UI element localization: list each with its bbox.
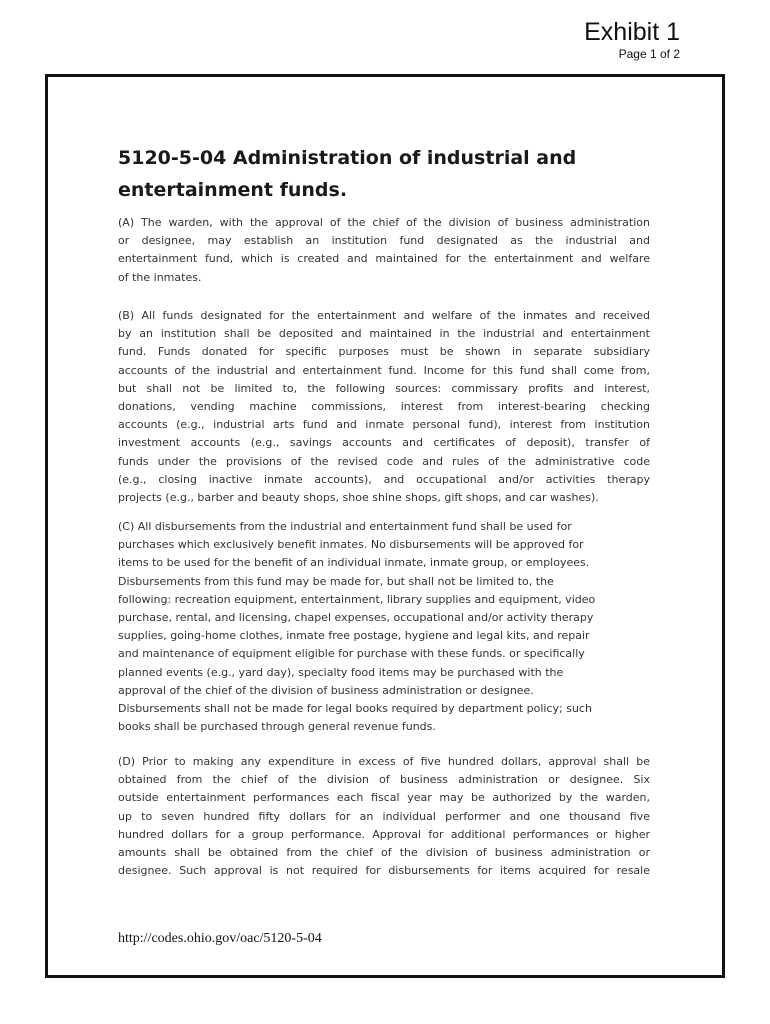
paragraph-line: Disbursements from this fund may be made for, but shall not be limited to, the xyxy=(118,574,554,588)
paragraph-line: (C) All disbursements from the industrial and entertainment fund shall be used for xyxy=(118,520,572,533)
paragraph-line: projects (e.g., barber and beauty shops, shoe shine shops, gift shops, and car washes). xyxy=(118,490,599,504)
paragraph-line: approval of the chief of the division of business administration or designee. xyxy=(118,683,534,697)
paragraph-line: books shall be purchased through general revenue funds. xyxy=(118,720,436,734)
paragraph-line: supplies, going-home clothes, inmate free postage, hygiene and legal kits, and repair xyxy=(118,629,590,643)
page-number: Page 1 of 2 xyxy=(618,47,680,61)
paragraph-line: donations, vending machine commissions, interest from interest-bearing checking xyxy=(118,399,650,413)
paragraph-line: purchases which exclusively benefit inmates. No disbursements will be approved for xyxy=(118,538,584,552)
paragraph-line: planned events (e.g., yard day), specialty food items may be purchased with the xyxy=(118,665,564,679)
paragraph-a xyxy=(118,214,650,287)
paragraph-line: purchase, rental, and licensing, chapel expenses, occupational and/or activity therapy xyxy=(118,610,594,624)
paragraph-line: of the inmates. xyxy=(118,270,202,284)
title-line: 5120-5-04 Administration of industrial and xyxy=(118,147,577,169)
paragraph-line: (A) The warden, with the approval of the chief of the division of business administration xyxy=(118,216,650,229)
paragraph-d xyxy=(118,753,650,880)
paragraph-line: amounts shall be obtained from the chief of the division of business administration or xyxy=(118,845,650,859)
paragraph-line: obtained from the chief of the division of business administration or designee. Six xyxy=(118,773,650,787)
paragraph-line: designee. Such approval is not required for disbursements for items acquired for resale xyxy=(118,864,650,878)
paragraph-line: following: recreation equipment, entertainment, library supplies and equipment, video xyxy=(118,592,596,606)
title-line: entertainment funds. xyxy=(118,179,348,201)
paragraph-line: items to be used for the benefit of an individual inmate, inmate group, or employees. xyxy=(118,556,590,570)
paragraph-line: Disbursements shall not be made for legal books required by department policy; such xyxy=(118,701,592,715)
paragraph-line: (e.g., closing inactive inmate accounts), and occupational and/or activities therapy xyxy=(118,472,650,486)
paragraph-line: by an institution shall be deposited and maintained in the industrial and entertainment xyxy=(118,327,650,341)
paragraph-line: entertainment fund, which is created and maintained for the entertainment and welfare xyxy=(118,252,650,266)
paragraph-line: or designee, may establish an institution fund designated as the industrial and xyxy=(118,234,650,248)
paragraph-line: but shall not be limited to, the following sources: commissary profits and interest, xyxy=(118,381,650,395)
paragraph-c xyxy=(118,518,650,736)
paragraph-line: hundred dollars for a group performance. Approval for additional performances or higher xyxy=(118,827,650,841)
paragraph-line: funds under the provisions of the revised code and rules of the administrative code xyxy=(118,454,650,468)
paragraph-line: and maintenance of equipment eligible for purchase with these funds. or specifically xyxy=(118,647,585,661)
paragraph-b xyxy=(118,307,650,507)
source-url[interactable]: http://codes.ohio.gov/oac/5120-5-04 xyxy=(118,931,322,946)
paragraph-line: accounts of the industrial and entertainment fund. Income for this fund shall come from, xyxy=(118,363,650,377)
paragraph-line: (D) Prior to making any expenditure in excess of five hundred dollars, approval shall be xyxy=(118,755,650,768)
paragraph-line: accounts (e.g., industrial arts fund and inmate personal fund), interest from institution xyxy=(118,418,650,432)
paragraph-line: up to seven hundred fifty dollars for an individual performer and one thousand five xyxy=(118,809,650,823)
exhibit-label: Exhibit 1 xyxy=(584,18,680,46)
paragraph-line: (B) All funds designated for the entertainment and welfare of the inmates and received xyxy=(118,309,650,322)
paragraph-line: fund. Funds donated for specific purposes must be shown in separate subsidiary xyxy=(118,345,650,359)
paragraph-line: outside entertainment performances each fiscal year may be authorized by the warden, xyxy=(118,791,650,805)
rule-title xyxy=(118,142,658,206)
paragraph-line: investment accounts (e.g., savings accounts and certificates of deposit), transfer of xyxy=(118,436,650,450)
